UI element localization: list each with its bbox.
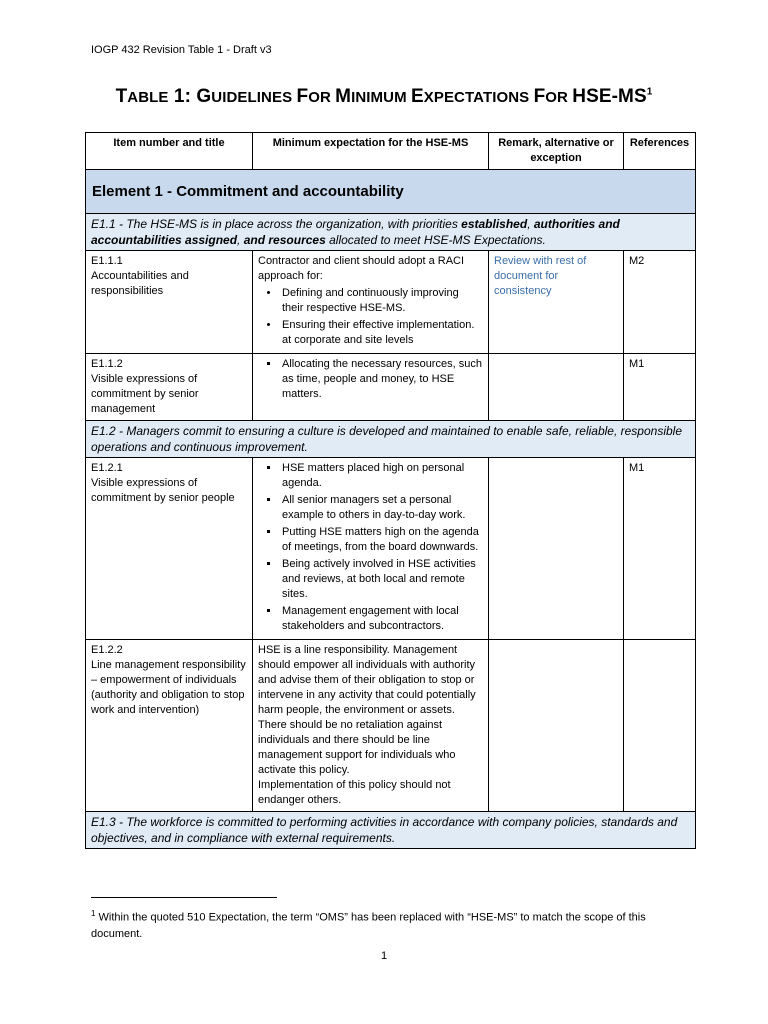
item-cell [86,640,253,812]
running-head: IOGP 432 Revision Table 1 - Draft v3 [91,44,272,56]
document-title: TABLE 1: GUIDELINES FOR MINIMUM EXPECTATIONS FOR HSE-$MS^1$ [115,86,653,107]
table-row [86,458,696,640]
subelement-text: E1.3 - The workforce is committed to performing activities in accordance with company policies, standards and objectives, and in compliance with external requirements. [86,812,696,849]
expectation-paragraph: Implementation of this policy should not endanger others. [258,779,451,806]
reference-cell: M1 [624,354,696,421]
header-expectation: Minimum expectation for the HSE-MS [253,133,489,170]
expectation-cell [253,458,489,640]
item-title: Line management responsibility – empowerment of individuals (authority and obligation to stop work and intervention) [91,659,246,716]
expectation-paragraph: There should be no retaliation against individuals and there should be line management support for individuals who activate this policy. [258,719,456,776]
remark-cell [489,458,624,640]
remark-cell [489,640,624,812]
item-title: Accountabilities and responsibilities [91,270,189,297]
reference-cell [624,640,696,812]
expectation-cell [253,354,489,421]
footnote [91,906,681,942]
subelement-text: E1.2 - Managers commit to ensuring a culture is developed and maintained to enable safe, reliable, responsible operations and continuous improvement. [86,421,696,458]
table-row [86,251,696,354]
page-number: 1 [380,950,388,962]
header-item: Item number and title [86,133,253,170]
element-title: Element 1 - Commitment and accountability [86,170,696,214]
item-cell [86,458,253,640]
list-item: ▪ Being actively involved in HSE activities and reviews, at both local and remote sites. [280,557,483,602]
list-item: • Ensuring their effective implementation. at corporate and site levels [280,318,483,348]
expectation-paragraph: HSE is a line responsibility. Management should empower all individuals with authority and advise them of their obligation to stop or intervene in any activity that could potentially harm people, the environment or assets. [258,644,476,716]
table-header-row [86,133,696,170]
item-title: Visible expressions of commitment by senior people [91,477,235,504]
remark-cell: Review with rest of document for consistency [489,251,624,354]
subelement-row-e1-1 [86,214,696,251]
list-item: ▪ HSE matters placed high on personal agenda. [280,461,483,491]
list-item: ▪ All senior managers set a personal example to others in day-to-day work. [280,493,483,523]
item-cell [86,354,253,421]
expectations-table [85,132,696,849]
expectation-cell [253,640,489,812]
list-item: ▪ Putting HSE matters high on the agenda of meetings, from the board downwards. [280,525,483,555]
subelement-row-e1-3 [86,812,696,849]
table-row [86,354,696,421]
item-cell [86,251,253,354]
table-row [86,640,696,812]
footnote-mark: 1 [91,909,96,918]
item-title: Visible expressions of commitment by senior management [91,373,199,415]
subelement-row-e1-2 [86,421,696,458]
element-row [86,170,696,214]
reference-cell: M1 [624,458,696,640]
footnote-reference: 1 [646,86,653,98]
item-number: E1.1.2 [91,358,123,370]
expectation-intro: Contractor and client should adopt a RACI approach for: [258,255,465,282]
list-item: ▪ Allocating the necessary resources, such as time, people and money, to HSE matters. [280,357,483,402]
item-number: E1.2.2 [91,644,123,656]
expectation-cell [253,251,489,354]
header-remark: Remark, alternative or exception [489,133,624,170]
reference-cell: M2 [624,251,696,354]
list-item: ▪ Management engagement with local stakeholders and subcontractors. [280,604,483,634]
header-references: References [624,133,696,170]
subelement-text: E1.1 - The HSE-MS is in place across the organization, with priorities established, authorities and accountabilities assigned, and resources allocated to meet HSE-MS Expectations. [86,214,696,251]
list-item: • Defining and continuously improving their respective HSE-MS. [280,286,483,316]
footnote-text: Within the quoted 510 Expectation, the term “OMS” has been replaced with “HSE-MS” to match the scope of this document. [91,911,646,940]
item-number: E1.1.1 [91,255,123,267]
remark-cell [489,354,624,421]
item-number: E1.2.1 [91,462,123,474]
footnote-divider [91,897,277,898]
